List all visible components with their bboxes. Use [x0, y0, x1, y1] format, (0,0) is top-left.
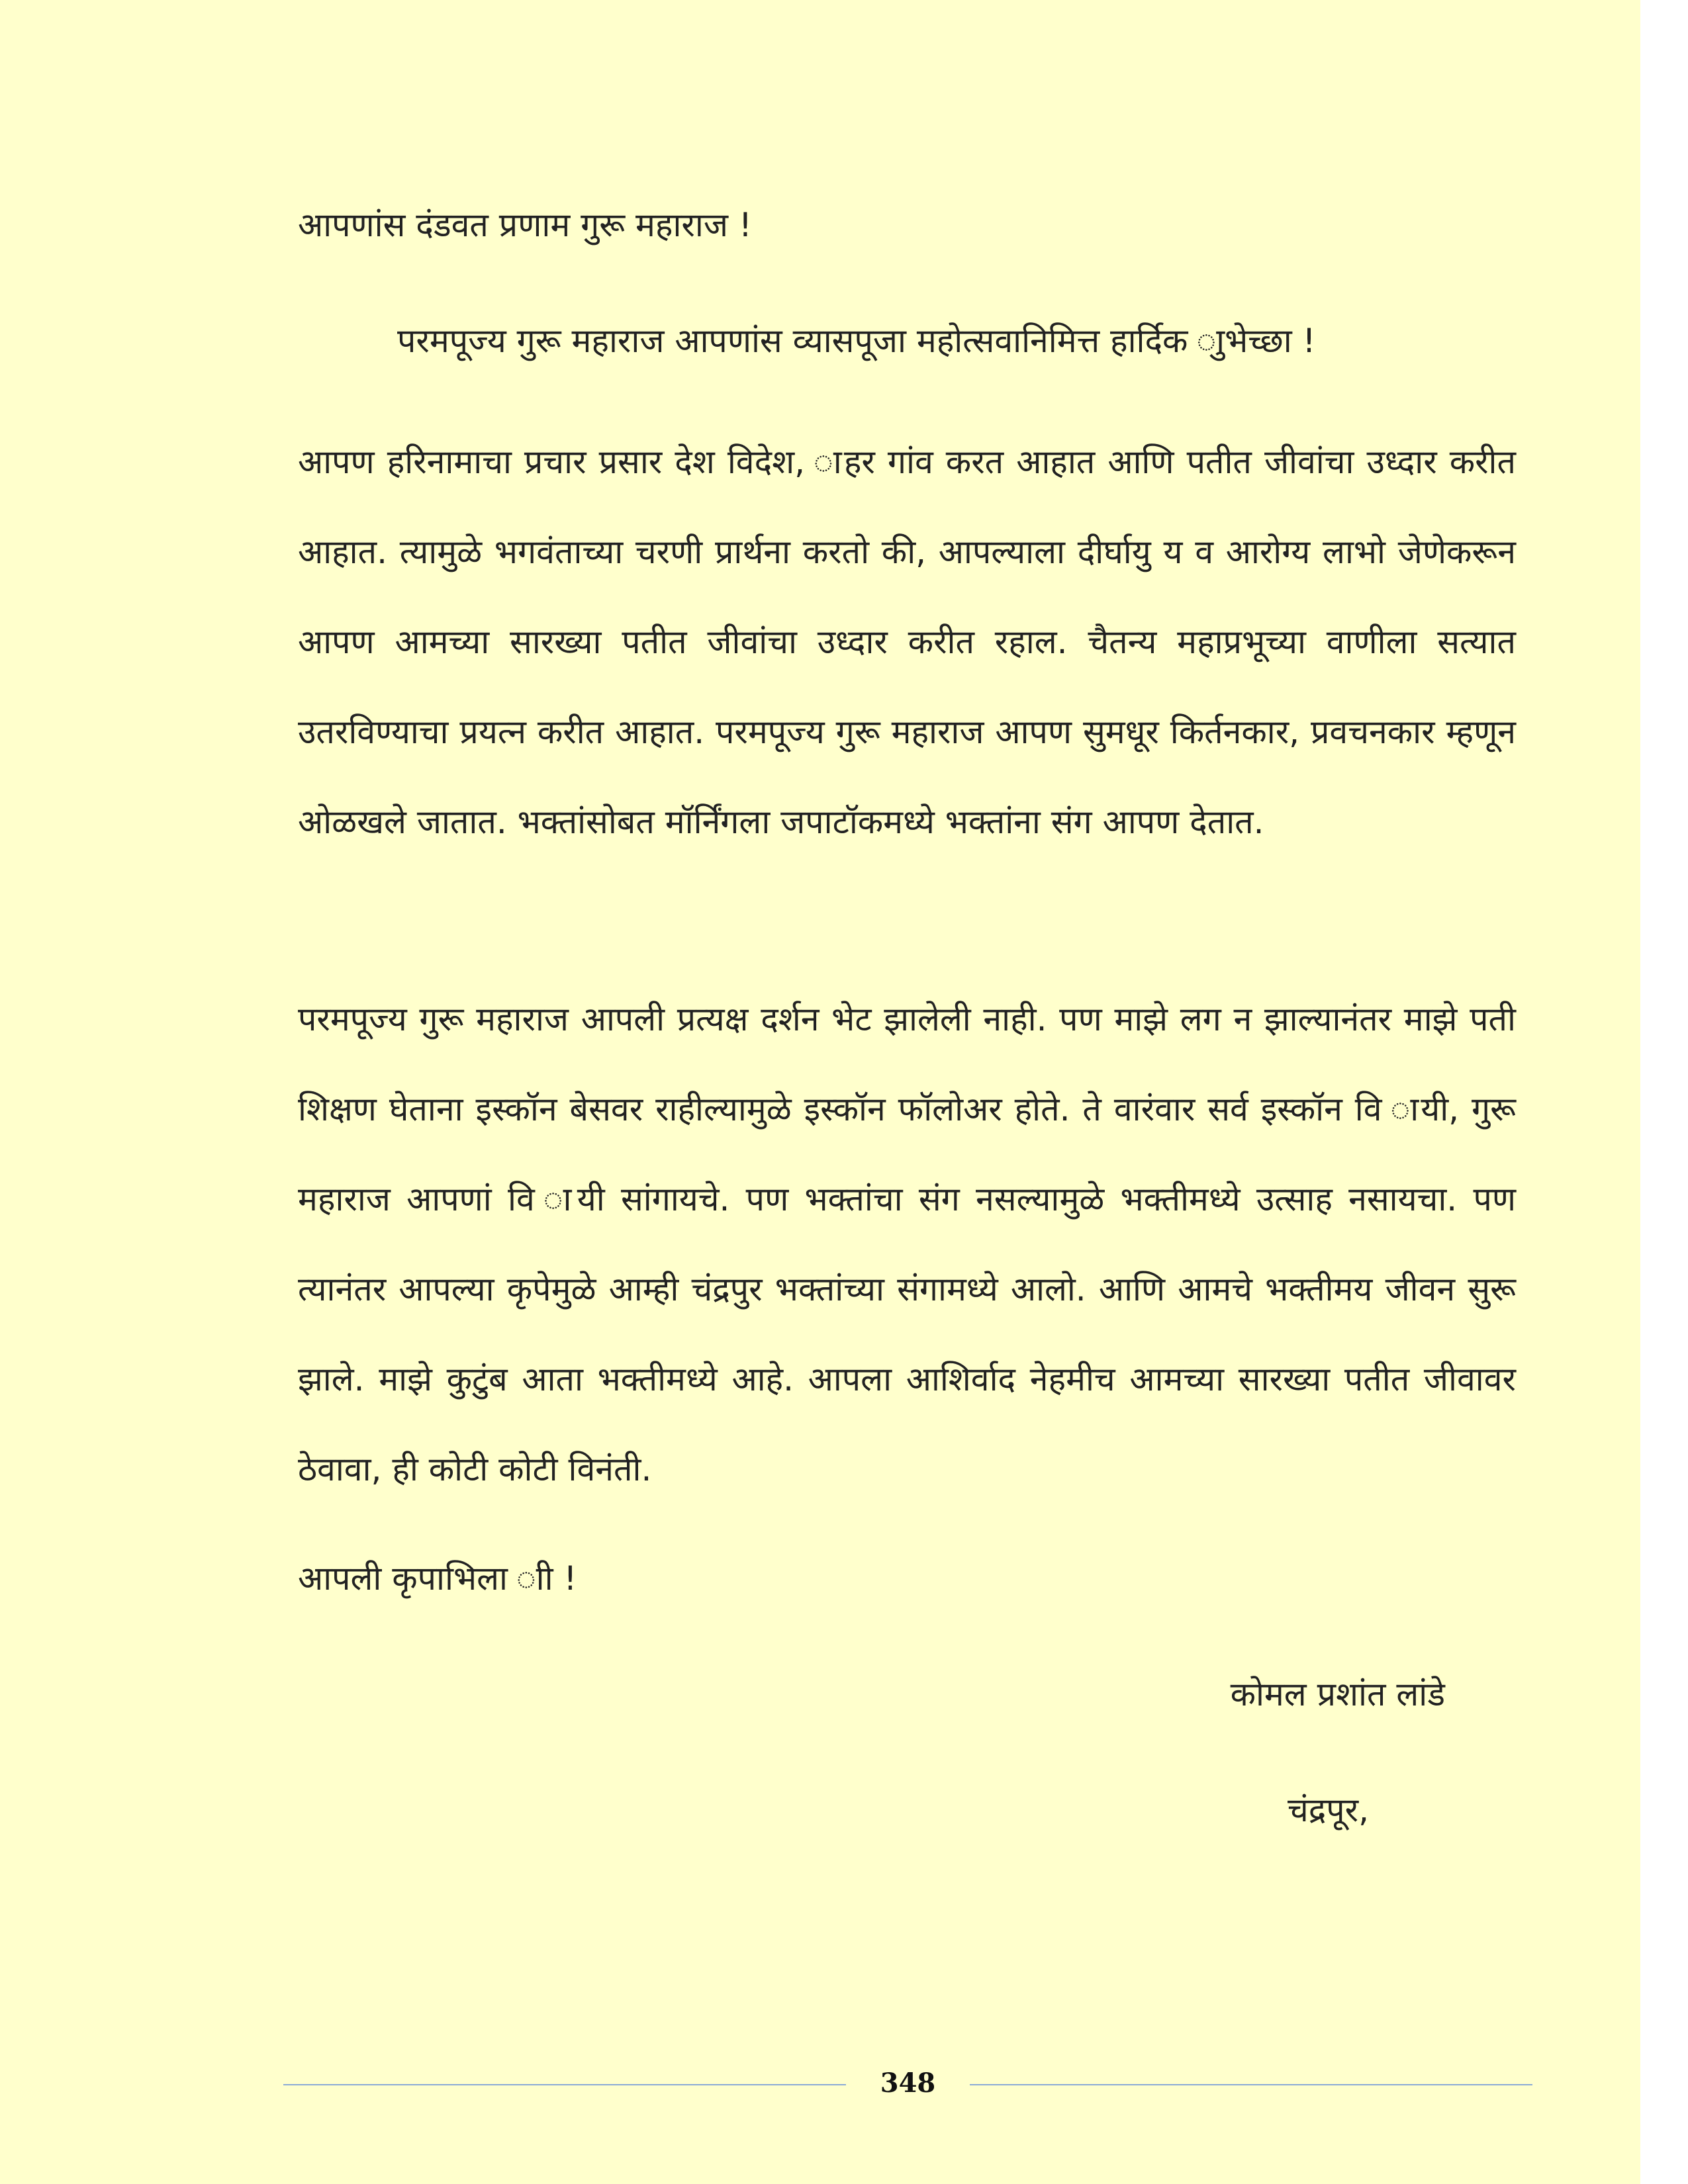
letter-salutation: आपणांस दंडवत प्रणाम गुरू महाराज !: [298, 206, 752, 244]
signature-place: चंद्रपूर,: [1287, 1791, 1369, 1829]
letter-paragraph-1: आपण हरिनामाचा प्रचार प्रसार देश विदेश, ाहर गांव करत आहात आणि पतीत जीवांचा उध्दार करीत आहात. त्यामुळे भगवंताच्या चरणी प्रार्थना करतो की, आपल्याला दीर्घायु य व आरोग्य लाभो जेणेकरून आपण आमच्या सारख्या पतीत जीवांचा उध्दार करीत रहाल. चैतन्य महाप्रभूच्या वाणीला सत्यात उतरविण्याचा प्रयत्न करीत आहात. परमपूज्य गुरू महाराज आपण सुमधूर किर्तनकार, प्रवचनकार म्हणून ओळखले जातात. भक्तांसोबत मॉर्निंगला जपाटॉकमध्ये भक्तांना संग आपण देतात.: [298, 443, 1516, 841]
letter-wish-line: परमपूज्य गुरू महाराज आपणांस व्यासपूजा महोत्सवानिमित्त हार्दिक ाुभेच्छा !: [397, 322, 1316, 360]
page-number: 348: [880, 2068, 936, 2099]
signature-name: कोमल प्रशांत लांडे: [1230, 1675, 1445, 1713]
letter-paragraph-2: परमपूज्य गुरू महाराज आपली प्रत्यक्ष दर्शन भेट झालेली नाही. पण माझे लग न झाल्यानंतर माझे पती शिक्षण घेताना इस्कॉन बेसवर राहील्यामुळे इस्कॉन फॉलोअर होते. ते वारंवार सर्व इस्कॉन वि ायी, गुरू महाराज आपणां वि ायी सांगायचे. पण भक्तांचा संग नसल्यामुळे भक्तीमध्ये उत्साह नसायचा. पण त्यानंतर आपल्या कृपेमुळे आम्ही चंद्रपुर भक्तांच्या संगामध्ये आलो. आणि आमचे भक्तीमय जीवन सुरू झाले. माझे कुटुंब आता भक्तीमध्ये आहे. आपला आशिर्वाद नेहमीच आमच्या सारख्या पतीत जीवावर ठेवावा, ही कोटी कोटी विनंती.: [298, 1000, 1516, 1488]
footer-rule-right: [970, 2084, 1532, 2085]
footer-rule-left: [283, 2084, 846, 2085]
letter-closing: आपली कृपाभिला ाी !: [298, 1559, 577, 1598]
